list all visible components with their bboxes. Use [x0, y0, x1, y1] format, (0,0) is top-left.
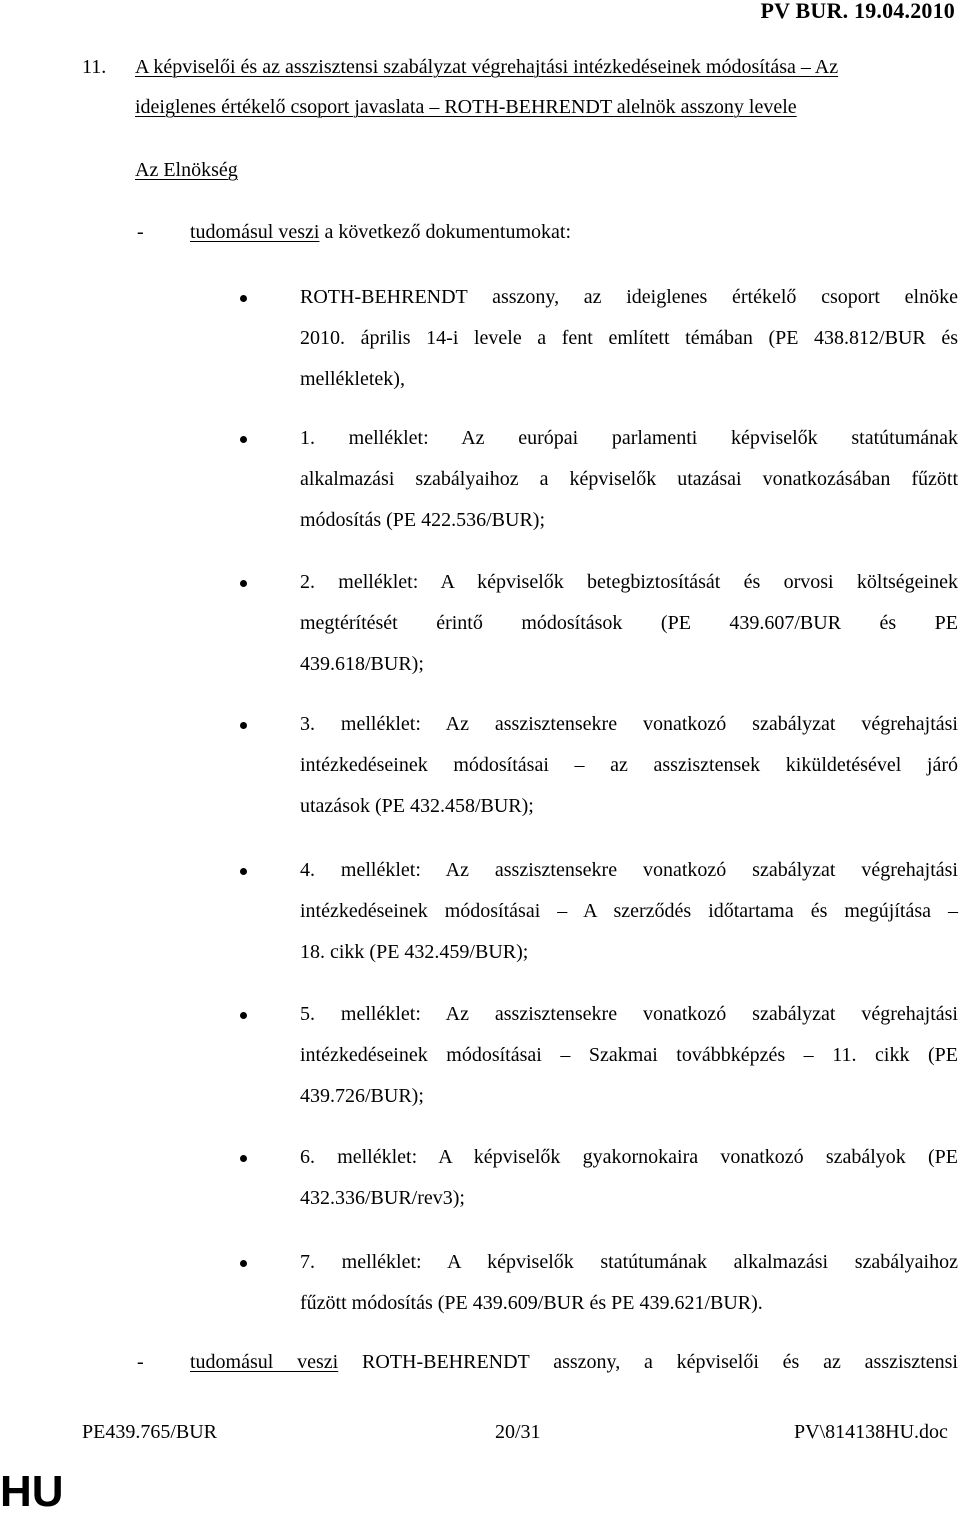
dash-marker-2: -	[137, 1351, 144, 1373]
bullet-text-line: intézkedéseinek módosításai – az asszisztensek kiküldetésével járó	[300, 754, 958, 776]
language-code: HU	[0, 1467, 64, 1516]
item-number: 11.	[82, 56, 107, 78]
bullet-text-line: 432.336/BUR/rev3);	[300, 1187, 465, 1209]
bullet-text-line: 439.726/BUR);	[300, 1085, 424, 1107]
bullet-text-line: 2010. április 14-i levele a fent említett témában (PE 438.812/BUR és	[300, 327, 958, 349]
footer-page-number: 20/31	[495, 1421, 541, 1443]
bullet-text-line: megtérítését érintő módosítások (PE 439.607/BUR és PE	[300, 612, 958, 634]
bullet-icon	[240, 1155, 247, 1162]
bullet-text-line: 1. melléklet: Az európai parlamenti képviselők statútumának	[300, 427, 958, 449]
bullet-text-line: 3. melléklet: Az asszisztensekre vonatkozó szabályzat végrehajtási	[300, 713, 958, 735]
footer-reference: PE439.765/BUR	[82, 1421, 218, 1443]
bullet-text-line: ROTH-BEHRENDT asszony, az ideiglenes értékelő csoport elnöke	[300, 286, 958, 308]
item-title-line-1: A képviselői és az asszisztensi szabályzat végrehajtási intézkedéseinek módosítása – Az	[135, 56, 839, 78]
bullet-text-line: 2. melléklet: A képviselők betegbiztosítását és orvosi költségeinek	[300, 571, 958, 593]
bullet-text-line: 7. melléklet: A képviselők statútumának alkalmazási szabályaihoz	[300, 1251, 958, 1273]
bullet-icon	[240, 580, 247, 587]
bullet-text-line: alkalmazási szabályaihoz a képviselők utazásai vonatkozásában fűzött	[300, 468, 958, 490]
bullet-text-line: fűzött módosítás (PE 439.609/BUR és PE 439.621/BUR).	[300, 1292, 763, 1314]
bullet-icon	[240, 1260, 247, 1267]
notes-text-1: a következő dokumentumokat:	[319, 221, 572, 243]
bullet-icon	[240, 722, 247, 729]
dash-marker-1: -	[137, 221, 144, 243]
item-title-line-2: ideiglenes értékelő csoport javaslata – ROTH-BEHRENDT alelnök asszony levele	[135, 96, 797, 118]
bullet-text-line: 439.618/BUR);	[300, 653, 424, 675]
notes-keyword-2: tudomásul veszi	[190, 1351, 339, 1373]
notes-keyword-1: tudomásul veszi	[190, 221, 320, 243]
bullet-icon	[240, 436, 247, 443]
bullet-icon	[240, 868, 247, 875]
bullet-text-line: 4. melléklet: Az asszisztensekre vonatkozó szabályzat végrehajtási	[300, 859, 958, 881]
notes-statement-2	[190, 1350, 958, 1374]
header-reference: PV BUR. 19.04.2010	[760, 0, 955, 23]
bullet-text-line: 5. melléklet: Az asszisztensekre vonatkozó szabályzat végrehajtási	[300, 1003, 958, 1025]
bullet-text-line: mellékletek),	[300, 368, 405, 390]
bullet-text-line: 18. cikk (PE 432.459/BUR);	[300, 941, 529, 963]
bullet-text-line: utazások (PE 432.458/BUR);	[300, 795, 534, 817]
bureau-label: Az Elnökség	[135, 159, 238, 181]
footer-filename: PV\814138HU.doc	[794, 1421, 948, 1443]
bullet-icon	[240, 295, 247, 302]
bullet-text-line: intézkedéseinek módosításai – Szakmai továbbképzés – 11. cikk (PE	[300, 1044, 958, 1066]
bullet-icon	[240, 1012, 247, 1019]
bullet-text-line: intézkedéseinek módosításai – A szerződés időtartama és megújítása –	[300, 900, 958, 922]
notes-statement-1	[190, 220, 571, 244]
bullet-text-line: módosítás (PE 422.536/BUR);	[300, 509, 546, 531]
bullet-text-line: 6. melléklet: A képviselők gyakornokaira vonatkozó szabályok (PE	[300, 1146, 958, 1168]
notes-text-2: ROTH-BEHRENDT asszony, a képviselői és az asszisztensi	[338, 1351, 958, 1373]
